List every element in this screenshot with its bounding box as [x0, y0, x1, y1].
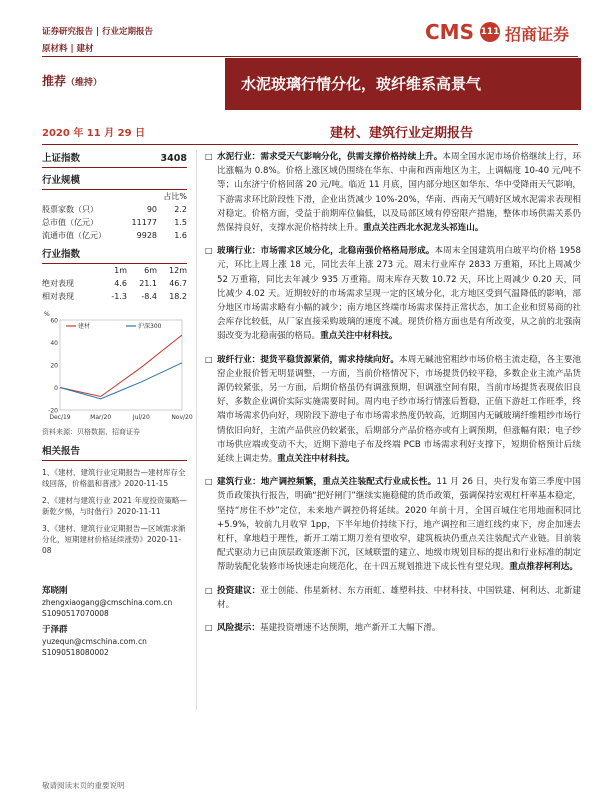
scale-share: 1.6: [174, 231, 187, 240]
perf-cell: -1.3: [111, 292, 127, 301]
paragraph-text: [217, 584, 581, 612]
report-date: 2020 年 11 月 29 日: [42, 128, 146, 139]
column-divider: [196, 150, 197, 710]
y-tick-label: 40: [50, 340, 58, 347]
paragraph-lead: 玻璃行业：市场需求区域分化，北稳南强价格格局形成。: [217, 246, 435, 257]
header-line2: 原材料 | 建材: [42, 44, 94, 54]
paragraph: [205, 150, 581, 235]
bullet-icon: □: [205, 585, 213, 595]
logo-badge: 111: [480, 22, 500, 42]
analyst-list: [42, 586, 187, 658]
scale-name: 总市值（亿元）: [42, 218, 98, 227]
scale-row: [42, 229, 187, 242]
paragraph-lead: 水泥行业：需求受天气影响分化，供需支撑价格持续上升。: [217, 152, 443, 162]
y-tick-label: 20: [50, 362, 58, 370]
paragraph-body: 基建投资增速不达预期，地产新开工大幅下滑。: [259, 623, 441, 634]
perf-cell: -8.4: [141, 292, 157, 301]
plot-frame: [60, 320, 182, 410]
analyst-id: S1090517070008: [42, 609, 109, 618]
scale-table: [42, 203, 187, 242]
rating-sub: （维持）: [66, 78, 103, 88]
perf-cell: 相对表现: [42, 292, 74, 301]
paragraph-body: 本周全国水泥市场价格继续上行，环比涨幅为 0.8%。价格上涨区域仍围绕在华东、中南和西南地区为主，上调幅度 10-40 元/吨不等；山东济宁价格回落 20 元/吨。临近 11 月底，国内部分地区如华东、华中受降雨天气影响，下游需求环比阶段性下滑，企业出货减少 10%-20%，华南、西南天气晴好区域水泥需求表现相对稳定。价格方面，受益于前期库位偏低，以及局部区域有停窑限产措施，整体市场供需关系仍然保持良好，支撑水泥价格持续上升。: [217, 152, 581, 234]
paragraph-body: 11 月 26 日，央行发布第三季度中国货币政策执行报告，明确“把好闸门”继续实施稳健的货币政策，强调保持宏观杠杆率基本稳定，坚持“房住不炒”定位，未来地产调控仍将延续。2020 年前十月，全国百城住宅用地面积同比+5.9%，较前九月收窄 1pp，下半年地价持续下行，地产调控和三道红线约束下，房企加速去杠杆，拿地趋于理性，新开工端工期刀差有望收窄，建筑板块仍重点关注装配式产业链。目前装配式驱动力已由顶层政策逐渐下沉，区域联盟的建立、地级市规划目标的提出和行业标准的制定帮助装配化装修市场快速走向规范化，在十四五规划推进下成长性有望兑现。: [217, 477, 581, 573]
perf-cell: 4.6: [114, 279, 127, 288]
bullet-icon: □: [205, 152, 213, 161]
analyst-email[interactable]: zhengxiaogang@cmschina.com.cn: [42, 598, 173, 607]
paragraph-tail: 重点关注中材科技。: [320, 331, 398, 342]
analyst: [42, 586, 187, 619]
header-left: [42, 24, 153, 58]
y-tick-label: 0: [54, 385, 58, 392]
analyst-id: S1090518080002: [42, 648, 109, 657]
legend-label: 建材: [78, 323, 91, 330]
x-tick-label: Mar/20: [90, 414, 112, 421]
perf-cell: 21.1: [139, 279, 157, 288]
x-tick-label: Dec/19: [49, 414, 71, 421]
scale-share: 1.5: [174, 218, 187, 227]
bullet-icon: □: [205, 477, 213, 487]
perf-row: [42, 277, 187, 290]
title-rule: [42, 144, 578, 145]
paragraph-text: [217, 244, 581, 343]
paragraph: [205, 621, 581, 635]
scale-value: 9928: [136, 231, 157, 240]
paragraph-tail: 重点关注中材科技。: [277, 454, 355, 465]
related-report[interactable]: 1、《建材、建筑行业定期报告—建材库存全线回落，价格温和普涨》2020-11-15: [42, 468, 186, 488]
paragraph: [205, 244, 581, 343]
scale-value: 90: [146, 205, 157, 214]
related-title: 相关报告: [42, 445, 187, 461]
legend-label: 沪深300: [138, 323, 162, 330]
scale-header: 占比%: [163, 192, 187, 201]
x-tick-label: Nov/20: [171, 414, 193, 421]
scale-name: 股票家数（只）: [42, 205, 98, 214]
perf-cell: 46.7: [169, 279, 187, 288]
header-rule: [42, 56, 578, 57]
chart-source: 资料来源：贝格数据、招商证券: [42, 428, 140, 436]
analyst-email[interactable]: yuzequn@cmschina.com.cn: [42, 637, 147, 646]
paragraph-text: [217, 353, 581, 467]
x-tick-label: Jul/20: [132, 414, 150, 421]
scale-share: 2.2: [174, 205, 187, 214]
analyst-name: 郑晓刚: [42, 586, 68, 596]
perf-cell: 绝对表现: [42, 279, 74, 288]
series-line-building-materials: [60, 335, 182, 397]
scale-value: 11177: [131, 218, 157, 227]
paragraph: [205, 584, 581, 612]
related-report[interactable]: 3、《建材、建筑行业定期报告—区域需求渐分化，短期建材价格延续涨势》2020-11-08: [42, 524, 186, 555]
index-label: 上证指数: [42, 153, 81, 164]
related-report[interactable]: 2、《建材与建筑行业 2021 年度投资策略—新乾夕惕，与时偕行》2020-11-11: [42, 496, 187, 516]
perf-cell: 18.2: [169, 292, 187, 301]
perf-title: 行业指数: [42, 248, 187, 264]
bullet-icon: □: [205, 246, 213, 256]
paragraph: [205, 475, 581, 574]
footer-note: 敬请阅读末页的重要说明: [42, 781, 125, 790]
analyst: [42, 625, 187, 658]
paragraph: [205, 353, 581, 467]
related-list: [42, 467, 187, 556]
series-line-csi300: [60, 363, 182, 399]
paragraph-body: 亚士创能、伟星新材、东方雨虹、雄塑科技、中材科技、中国铁建、柯利达、北新建材。: [217, 585, 581, 610]
header-line1: 证券研究报告 | 行业定期报告: [42, 27, 154, 37]
scale-row: [42, 216, 187, 229]
paragraph-text: [217, 475, 581, 574]
rating: [42, 72, 102, 89]
perf-table: [42, 277, 187, 303]
paragraph-text: [217, 150, 581, 235]
paragraph-lead: 玻纤行业：提货平稳货源紧俏，需求持续向好。: [217, 354, 400, 365]
paragraph-lead: 建筑行业：地产调控频繁，重点关注装配式行业成长性。: [217, 477, 437, 488]
rating-label: 推荐: [42, 74, 67, 88]
analyst-name: 于泽群: [42, 625, 68, 635]
report-type: 建材、建筑行业定期报告: [330, 126, 474, 141]
scale-row: [42, 203, 187, 216]
logo-en: CMS: [425, 20, 474, 44]
paragraph-lead: 投资建议：: [217, 585, 261, 596]
y-tick-label: 60: [50, 317, 58, 325]
sidebar: [42, 152, 193, 664]
scale-name: 流通市值（亿元）: [42, 231, 106, 240]
scale-title: 行业规模: [42, 174, 187, 190]
index-chart: [42, 306, 193, 426]
bullet-icon: □: [205, 354, 213, 364]
report-title: 水泥玻璃行情分化，玻纤维系高景气: [225, 58, 581, 110]
paragraph-body: 本周无碱池窑粗纱市场价格主流走稳，各主要池窑企业报价暂无明显调整，一方面，当前价格情况下，市场提货仍较平稳，多数企业主流产品货源仍较紧张，另一方面，后期价格虽仍有调涨预期，但调涨空间有限，当前市场提货表现依旧良好，多数企业调价实际实施需要时间。周内电子纱市场行情涨后暂稳，正值下游赶工作旺季，终端市场需求仍向好，现阶段下游电子布市场需求热度仍较高，近期国内无碱玻璃纤维粗纱市场行情依旧向好，主流产品供应仍较紧张，后期部分产品价格亦或有上调预期，但涨幅有限；电子纱市场供应端或变动不大，近期下游电子布及终端 PCB 市场需求利好支撑下，短期价格预计后续延续上调走势。: [217, 354, 581, 465]
paragraph-tail: 重点推荐柯利达。: [509, 562, 578, 573]
index-value: 3408: [160, 153, 187, 164]
perf-row: [42, 290, 187, 303]
logo-cn: 招商证券: [505, 25, 570, 44]
y-unit-label: %: [44, 311, 50, 318]
y-tick-label: -20: [48, 407, 58, 415]
paragraph-tail: 重点关注西北水泥龙头祁连山。: [363, 223, 484, 234]
main-body: [205, 150, 581, 644]
perf-header: 1m 6m 12m: [114, 266, 187, 275]
index-row: [42, 152, 187, 168]
paragraph-body: 本周末全国建筑用白玻平均价格 1958 元，环比上周上涨 18 元，同比去年上涨 273 元。周末行业库存 2833 万重箱，环比上周减少 52 万重箱，同比去年减少 935 万重箱。周末库存天数 10.72 天，环比上周减少 0.20 天，同比减少 4.02 天。近期较好的市场需求呈现一定的区域分化，北方地区受到气温降低的影响，部分地区市场需求略有小幅的减少；南方地区终端市场需求保持正常状态，加工企业和贸易商的社会库存比较低，从厂家直接采购玻璃的速度不减。现货价格方面也是有所改变，从之前的北强南弱改变为北稳南强的格局。: [217, 246, 581, 342]
bullet-icon: □: [205, 623, 213, 633]
paragraph-lead: 风险提示：: [217, 623, 260, 634]
paragraph-text: [217, 621, 581, 635]
